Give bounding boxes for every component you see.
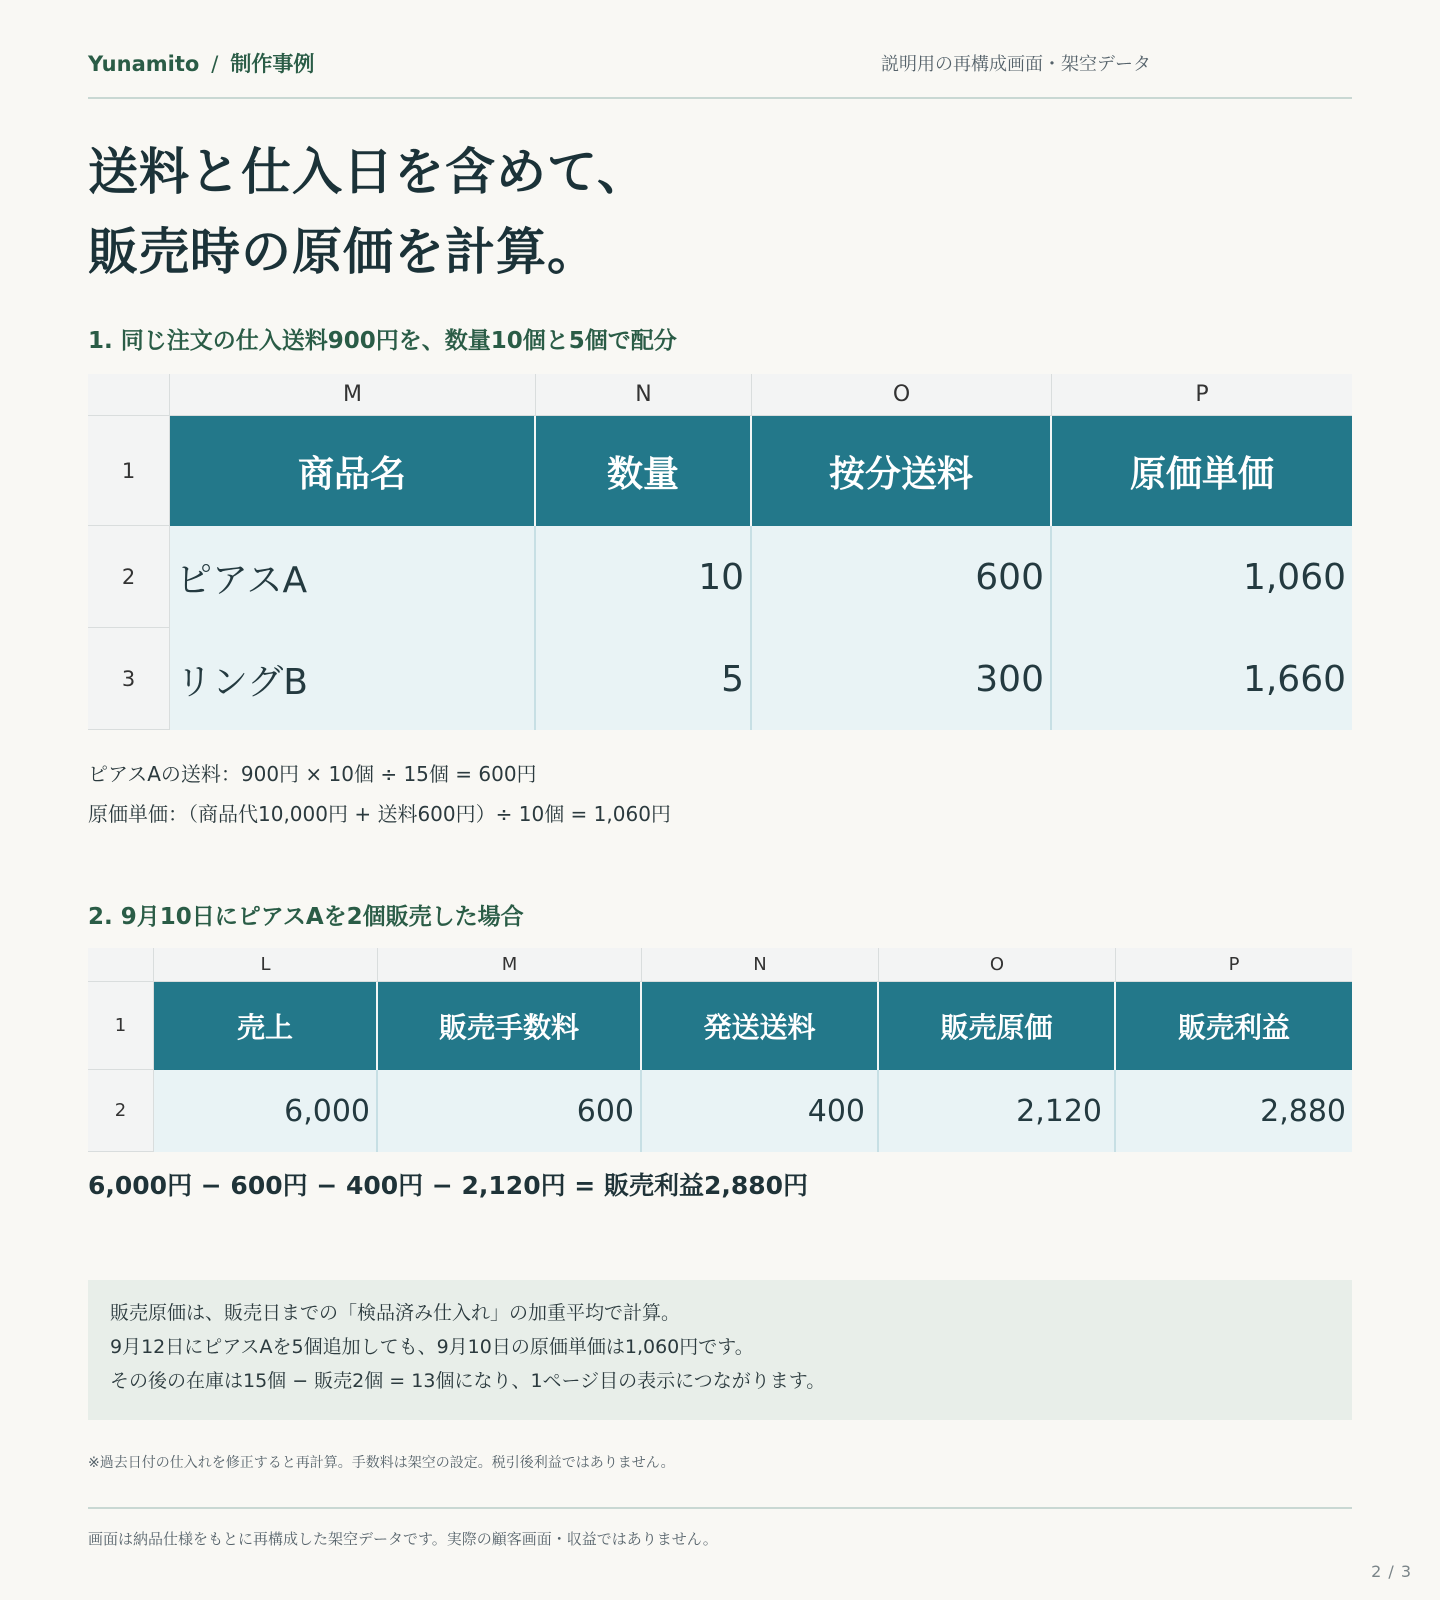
column-header[interactable]: O (752, 374, 1052, 416)
header-cell[interactable]: 数量 (536, 416, 752, 526)
header-cell[interactable]: 販売原価 (879, 982, 1116, 1070)
table-row (88, 982, 1352, 1070)
table-cell[interactable]: 5 (536, 628, 752, 730)
page-title (88, 132, 648, 292)
section-2-title: 2. 9月10日にピアスAを2個販売した場合 (88, 904, 524, 930)
header-note: 説明用の再構成画面・架空データ (881, 54, 1151, 75)
header-cell[interactable]: 按分送料 (752, 416, 1052, 526)
breadcrumb (88, 48, 314, 78)
table-cell[interactable]: 400 (642, 1070, 879, 1152)
spreadsheet-2 (88, 948, 1352, 1152)
column-header[interactable]: M (378, 948, 642, 982)
info-callout (88, 1280, 1352, 1420)
table-row (88, 1070, 1352, 1152)
table-cell[interactable]: 600 (752, 526, 1052, 628)
column-header[interactable]: P (1116, 948, 1352, 982)
header-cell[interactable]: 販売利益 (1116, 982, 1352, 1070)
profit-formula: 6,000円 − 600円 − 400円 − 2,120円 = 販売利益2,880円 (88, 1171, 809, 1200)
row-number[interactable]: 3 (88, 628, 170, 730)
table-cell[interactable]: 10 (536, 526, 752, 628)
page-title-line-1: 送料と仕入日を含めて、 (88, 143, 648, 201)
table-cell[interactable]: 300 (752, 628, 1052, 730)
row-number[interactable]: 1 (88, 416, 170, 526)
row-number[interactable]: 2 (88, 1070, 154, 1152)
table-row (88, 526, 1352, 628)
table-cell[interactable]: リングB (170, 628, 536, 730)
callout-line: 9月12日にピアスAを5個追加しても、9月10日の原価単価は1,060円です。 (110, 1336, 754, 1358)
header-divider (88, 97, 1352, 99)
column-header[interactable]: L (154, 948, 378, 982)
table-cell[interactable]: 600 (378, 1070, 642, 1152)
footer-divider (88, 1507, 1352, 1509)
table-cell[interactable]: ピアスA (170, 526, 536, 628)
calculation-notes (88, 754, 671, 834)
table-cell[interactable]: 2,880 (1116, 1070, 1352, 1152)
header-cell[interactable]: 商品名 (170, 416, 536, 526)
row-number[interactable]: 1 (88, 982, 154, 1070)
table-cell[interactable]: 1,060 (1052, 526, 1352, 628)
section-1-title: 1. 同じ注文の仕入送料900円を、数量10個と5個で配分 (88, 328, 677, 354)
column-header[interactable]: P (1052, 374, 1352, 416)
corner-cell (88, 948, 154, 982)
page-indicator: 2 / 3 (1371, 1562, 1412, 1581)
column-header[interactable]: N (642, 948, 879, 982)
column-header-row (88, 374, 1352, 416)
column-header-row (88, 948, 1352, 982)
fine-print: ※過去日付の仕入れを修正すると再計算。手数料は架空の設定。税引後利益ではありません。 (88, 1455, 675, 1471)
breadcrumb-section[interactable]: 制作事例 (230, 52, 315, 76)
header-cell[interactable]: 発送送料 (642, 982, 879, 1070)
callout-line: その後の在庫は15個 − 販売2個 = 13個になり、1ページ目の表示につながります。 (110, 1370, 826, 1392)
brand-name[interactable]: Yunamito (88, 52, 200, 76)
table-cell[interactable]: 1,660 (1052, 628, 1352, 730)
column-header[interactable]: O (879, 948, 1116, 982)
header-cell[interactable]: 原価単価 (1052, 416, 1352, 526)
header-cell[interactable]: 売上 (154, 982, 378, 1070)
callout-line: 販売原価は、販売日までの「検品済み仕入れ」の加重平均で計算。 (110, 1302, 681, 1324)
corner-cell (88, 374, 170, 416)
footer-note: 画面は納品仕様をもとに再構成した架空データです。実際の顧客画面・収益ではありません。 (88, 1530, 718, 1548)
table-row (88, 416, 1352, 526)
table-cell[interactable]: 2,120 (879, 1070, 1116, 1152)
spreadsheet-1 (88, 374, 1352, 730)
table-cell[interactable]: 6,000 (154, 1070, 378, 1152)
table-row (88, 628, 1352, 730)
header-cell[interactable]: 販売手数料 (378, 982, 642, 1070)
page-title-line-2: 販売時の原価を計算。 (88, 223, 598, 281)
breadcrumb-separator: / (211, 52, 219, 76)
row-number[interactable]: 2 (88, 526, 170, 628)
calculation-note: ピアスAの送料：900円 × 10個 ÷ 15個 = 600円 (88, 762, 537, 786)
column-header[interactable]: N (536, 374, 752, 416)
calculation-note: 原価単価：（商品代10,000円 + 送料600円）÷ 10個 = 1,060円 (88, 802, 671, 826)
column-header[interactable]: M (170, 374, 536, 416)
top-bar (88, 44, 1352, 78)
